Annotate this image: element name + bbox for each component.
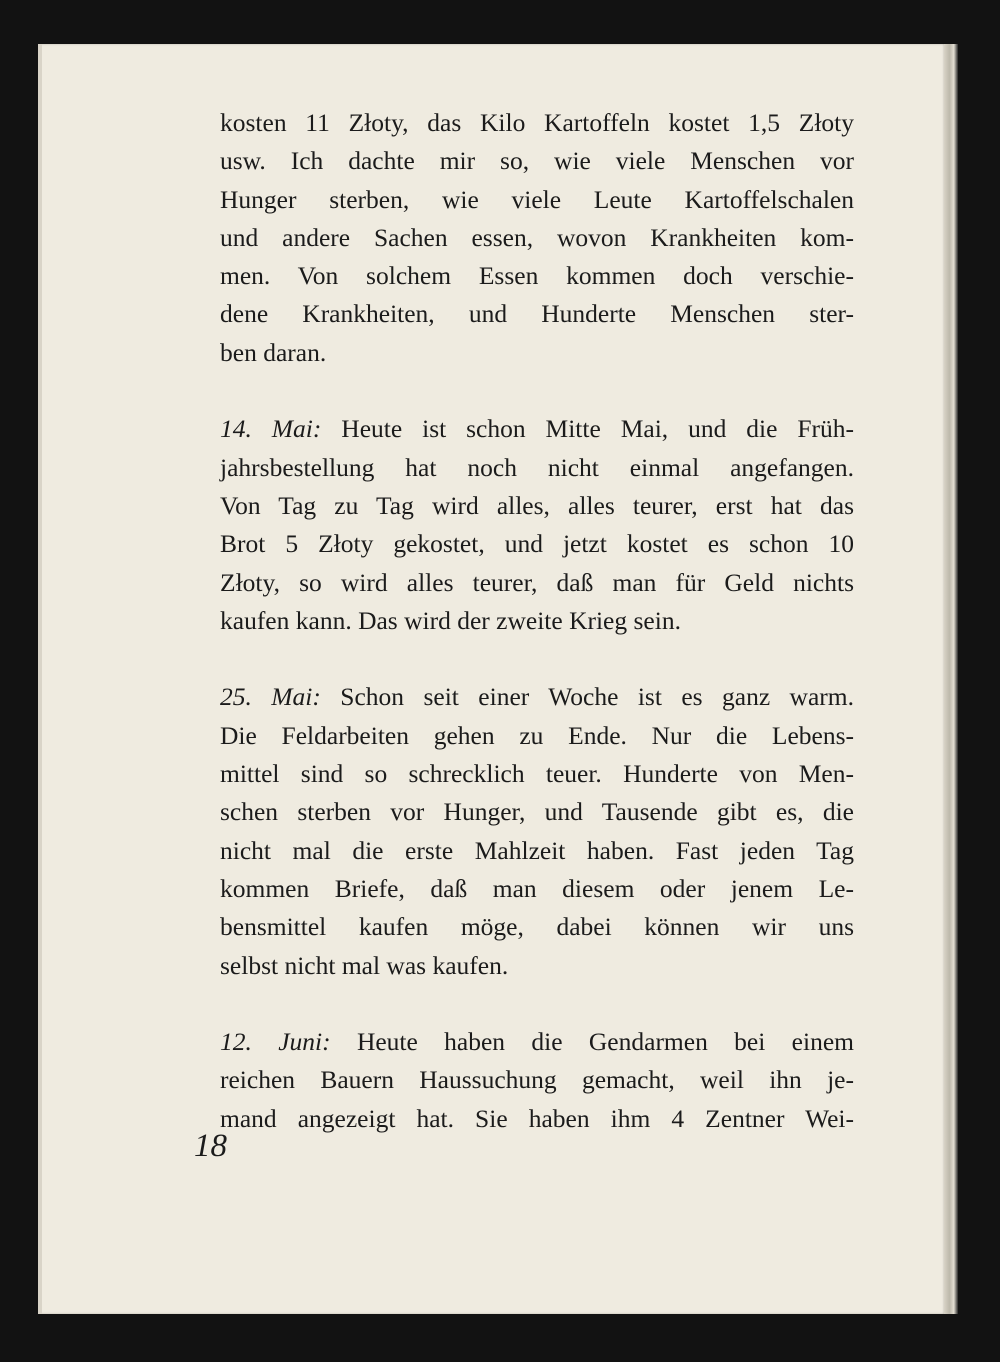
page-number: 18 (194, 1128, 227, 1164)
text-line: reichen Bauern Haussuchung gemacht, weil ihn je- (220, 1065, 854, 1095)
text-line (220, 1023, 854, 1061)
page-stack-edge (944, 44, 958, 1314)
body-text (220, 104, 854, 1138)
text-line (220, 410, 854, 448)
entry-date: 14. Mai: (220, 414, 322, 444)
text-line: Hunger sterben, wie viele Leute Kartoffelschalen (220, 184, 854, 214)
text-line: kommen Briefe, daß man diesem oder jenem Le- (220, 873, 854, 903)
diary-entry-25-mai (220, 678, 854, 984)
entry-text: Schon seit einer Woche ist es ganz warm. (320, 682, 854, 712)
paragraph-gap (220, 640, 854, 678)
text-line: selbst nicht mal was kaufen. (220, 950, 509, 980)
paragraph-gap (220, 372, 854, 410)
page-left-edge (38, 44, 42, 1314)
text-line: dene Krankheiten, und Hunderte Menschen ster- (220, 299, 854, 329)
text-line: mittel sind so schrecklich teuer. Hunderte von Men- (220, 759, 854, 789)
text-line (220, 678, 854, 716)
text-line: Brot 5 Złoty gekostet, und jetzt kostet es schon 10 (220, 529, 854, 559)
text-line: Die Feldarbeiten gehen zu Ende. Nur die Lebens- (220, 720, 854, 750)
text-line: und andere Sachen essen, wovon Krankheiten kom- (220, 222, 854, 252)
entry-text: Heute haben die Gendarmen bei einem (330, 1027, 854, 1057)
text-line: mand angezeigt hat. Sie haben ihm 4 Zentner Wei- (220, 1103, 854, 1133)
text-line: schen sterben vor Hunger, und Tausende gibt es, die (220, 797, 854, 827)
text-line: men. Von solchem Essen kommen doch verschie- (220, 261, 854, 291)
text-line: jahrsbestellung hat noch nicht einmal angefangen. (220, 452, 854, 482)
text-line: kosten 11 Złoty, das Kilo Kartoffeln kostet 1,5 Złoty (220, 108, 854, 137)
text-line: ben daran. (220, 337, 327, 367)
entry-text: Heute ist schon Mitte Mai, und die Früh- (321, 414, 854, 444)
entry-date: 25. Mai: (220, 682, 321, 712)
entry-date: 12. Juni: (220, 1027, 331, 1057)
text-line: Złoty, so wird alles teurer, daß man für Geld nichts (220, 567, 854, 597)
diary-entry-14-mai (220, 410, 854, 640)
text-line: kaufen kann. Das wird der zweite Krieg sein. (220, 605, 681, 635)
paragraph-1 (220, 104, 854, 372)
text-line: nicht mal die erste Mahlzeit haben. Fast jeden Tag (220, 835, 854, 865)
diary-entry-12-juni (220, 1023, 854, 1138)
paragraph-gap (220, 985, 854, 1023)
text-line: Von Tag zu Tag wird alles, alles teurer, erst hat das (220, 490, 854, 520)
text-line: bensmittel kaufen möge, dabei können wir uns (220, 912, 854, 942)
text-line: usw. Ich dachte mir so, wie viele Menschen vor (220, 146, 854, 176)
